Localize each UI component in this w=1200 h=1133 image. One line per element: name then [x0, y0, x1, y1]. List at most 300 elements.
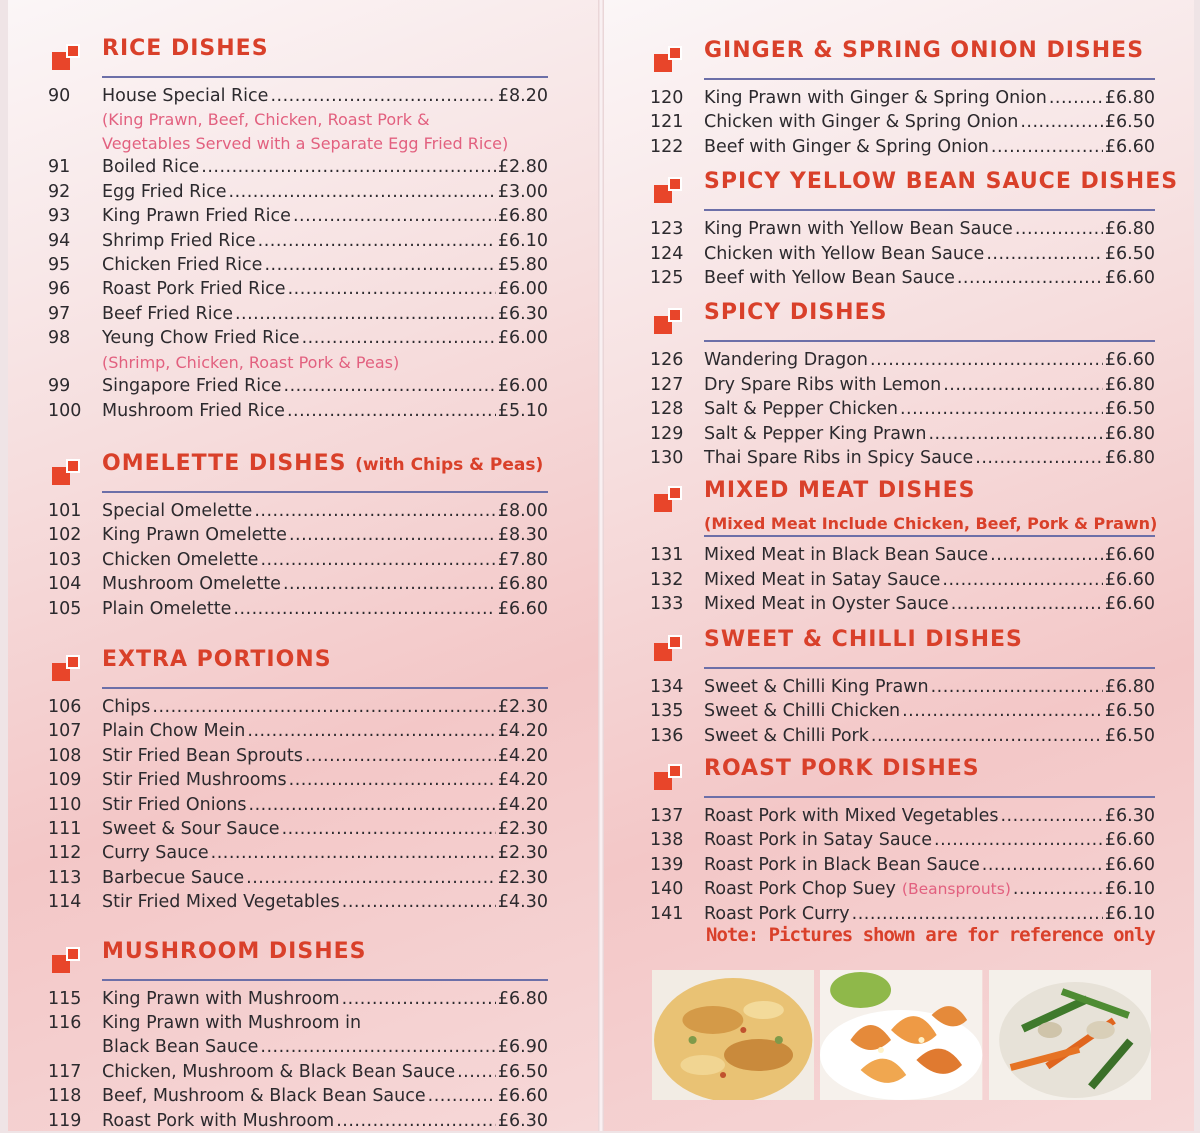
item-number: 91	[48, 157, 71, 178]
item-number: 136	[650, 725, 684, 746]
section-header	[650, 627, 1155, 665]
dot-leader	[260, 1035, 496, 1059]
dot-leader	[201, 155, 496, 179]
menu-item	[650, 446, 1155, 470]
item-name: Roast Pork in Satay Sauce	[704, 830, 933, 851]
dot-leader	[457, 1060, 496, 1084]
menu-item	[650, 675, 1155, 699]
dot-leader	[931, 675, 1103, 699]
right-column	[650, 38, 1179, 926]
section-divider	[704, 796, 1155, 798]
dot-leader	[258, 229, 496, 253]
item-name: Barbecue Sauce	[102, 867, 245, 888]
item-name: Stir Fried Onions	[102, 794, 247, 815]
menu-item-continued	[102, 1035, 548, 1059]
menu-item	[48, 572, 548, 596]
item-price: £3.00	[497, 181, 548, 202]
item-number: 110	[48, 794, 82, 815]
item-price: £6.10	[1104, 879, 1155, 900]
menu-item	[650, 699, 1155, 723]
menu-item	[650, 902, 1155, 926]
item-price: £6.60	[1104, 569, 1155, 590]
item-number: 104	[48, 574, 82, 595]
item-number: 93	[48, 206, 71, 227]
item-name: Boiled Rice	[102, 157, 200, 178]
menu-item	[48, 1109, 548, 1133]
item-price: £6.80	[497, 988, 548, 1009]
section-header	[48, 36, 548, 74]
section-divider	[704, 340, 1155, 342]
item-number: 123	[650, 219, 684, 240]
item-price: £6.30	[497, 303, 548, 324]
item-name: Salt & Pepper Chicken	[704, 399, 898, 420]
item-price: £6.50	[1104, 725, 1155, 746]
dot-leader	[293, 204, 496, 228]
square-bullet-icon	[654, 46, 684, 76]
menu-item	[650, 135, 1155, 159]
item-name: Beef, Mushroom & Black Bean Sauce	[102, 1086, 426, 1107]
square-bullet-part	[668, 46, 682, 60]
section-spicy-dishes	[650, 300, 1155, 470]
item-name: King Prawn with Yellow Bean Sauce	[704, 219, 1013, 240]
menu-item	[48, 155, 548, 179]
section-title-text: ROAST PORK DISHES	[704, 755, 980, 781]
square-bullet-icon	[654, 764, 684, 794]
item-price: £6.90	[497, 1037, 548, 1058]
item-number: 105	[48, 598, 82, 619]
item-name: Mushroom Fried Rice	[102, 400, 285, 421]
item-number: 103	[48, 549, 82, 570]
menu-item	[48, 84, 548, 108]
dot-leader	[254, 499, 496, 523]
dot-leader	[991, 135, 1103, 159]
item-name: King Prawn with Mushroom in	[102, 1013, 362, 1034]
section-header	[650, 756, 1155, 794]
menu-item	[650, 804, 1155, 828]
item-price: £6.60	[1104, 136, 1155, 157]
section-divider	[102, 491, 548, 493]
dot-leader	[951, 592, 1103, 616]
item-name: Special Omelette	[102, 500, 253, 521]
item-name: Chicken with Ginger & Spring Onion	[704, 112, 1019, 133]
section-sweet-and-chilli-dishes	[650, 627, 1155, 748]
menu-item	[48, 302, 548, 326]
menu-item	[650, 217, 1155, 241]
dot-leader	[943, 373, 1103, 397]
item-name: Shrimp Fried Rice	[102, 230, 256, 251]
square-bullet-icon	[52, 459, 82, 489]
dot-leader	[284, 374, 496, 398]
item-price: £6.80	[1104, 423, 1155, 444]
item-number: 97	[48, 303, 71, 324]
item-name: Sweet & Chilli Chicken	[704, 701, 901, 722]
item-name: Dry Spare Ribs with Lemon	[704, 374, 942, 395]
section-note: (Mixed Meat Include Chicken, Beef, Pork & Prawn)	[704, 514, 1158, 534]
item-number: 124	[650, 243, 684, 264]
square-bullet-icon	[654, 308, 684, 338]
item-price: £8.00	[497, 500, 548, 521]
menu-item	[48, 277, 548, 301]
item-number: 132	[650, 569, 684, 590]
section-title	[102, 647, 332, 672]
section-divider	[704, 535, 1155, 537]
section-header	[650, 169, 1179, 207]
section-divider	[704, 209, 1155, 211]
dot-leader	[211, 841, 496, 865]
section-rice-dishes	[48, 36, 548, 423]
item-number: 141	[650, 903, 684, 924]
item-price: £6.00	[497, 376, 548, 397]
item-name: Sweet & Chilli Pork	[704, 725, 869, 746]
section-title	[102, 451, 543, 476]
item-name: Yeung Chow Fried Rice	[102, 328, 300, 349]
menu-item	[650, 828, 1155, 852]
left-column	[48, 36, 548, 1133]
menu-item	[650, 266, 1155, 290]
item-number: 140	[650, 879, 684, 900]
item-price: £6.80	[1104, 448, 1155, 469]
section-title	[704, 627, 1023, 652]
menu-item	[48, 817, 548, 841]
item-name: Beef Fried Rice	[102, 303, 233, 324]
dot-leader	[288, 277, 496, 301]
section-divider	[102, 979, 548, 981]
item-name: Mixed Meat in Satay Sauce	[704, 569, 941, 590]
dot-leader	[246, 866, 496, 890]
menu-item	[650, 242, 1155, 266]
menu-item	[650, 397, 1155, 421]
item-price: £6.80	[1104, 88, 1155, 108]
item-name: Beef with Yellow Bean Sauce	[704, 268, 955, 289]
menu-item	[48, 1060, 548, 1084]
section-title	[102, 36, 269, 61]
item-number: 139	[650, 854, 684, 875]
item-price: £6.80	[1104, 676, 1155, 697]
item-name: Mixed Meat in Black Bean Sauce	[704, 545, 989, 566]
menu-item	[48, 548, 548, 572]
food-photos	[652, 970, 1151, 1100]
item-description: (Beansprouts)	[901, 880, 1011, 899]
item-number: 100	[48, 400, 82, 421]
dot-leader	[986, 242, 1103, 266]
dot-leader	[283, 572, 496, 596]
section-title	[704, 169, 1178, 194]
item-number: 119	[48, 1110, 82, 1131]
item-name: Roast Pork with Mixed Vegetables	[704, 805, 999, 826]
item-number: 107	[48, 721, 82, 742]
menu-item	[48, 399, 548, 423]
dot-leader	[871, 724, 1103, 748]
dot-leader	[942, 568, 1102, 592]
item-price: £6.80	[497, 206, 548, 227]
menu-item	[48, 204, 548, 228]
dot-leader	[264, 253, 495, 277]
dot-leader	[289, 768, 496, 792]
square-bullet-part	[668, 177, 682, 191]
menu-item	[650, 373, 1155, 397]
menu-item	[48, 793, 548, 817]
square-bullet-icon	[52, 655, 82, 685]
item-number: 92	[48, 181, 71, 202]
item-name: Chicken, Mushroom & Black Bean Sauce	[102, 1061, 456, 1082]
section-mushroom-dishes	[48, 939, 548, 1133]
prawns-photo	[820, 970, 982, 1100]
item-price: £6.60	[1104, 268, 1155, 289]
dot-leader	[1015, 217, 1103, 241]
section-extra-portions	[48, 647, 548, 915]
dot-leader	[870, 348, 1103, 372]
item-name: Egg Fried Rice	[102, 181, 227, 202]
item-name: Sweet & Chilli King Prawn	[704, 676, 929, 697]
section-title	[704, 756, 980, 781]
item-number: 121	[650, 112, 684, 133]
item-number: 90	[48, 86, 71, 106]
menu-item	[48, 229, 548, 253]
dot-leader	[990, 543, 1103, 567]
square-bullet-icon	[654, 177, 684, 207]
item-name: Roast Pork with Mushroom	[102, 1110, 335, 1131]
item-name: Chips	[102, 697, 151, 717]
item-name: Sweet & Sour Sauce	[102, 819, 280, 840]
square-bullet-icon	[52, 44, 82, 74]
item-number: 117	[48, 1061, 82, 1082]
menu-item	[48, 890, 548, 914]
section-title-text: SWEET & CHILLI DISHES	[704, 626, 1023, 652]
square-bullet-icon	[654, 486, 684, 516]
item-price: £6.50	[1104, 243, 1155, 264]
section-title-text: EXTRA PORTIONS	[102, 647, 332, 672]
section-title	[102, 939, 367, 964]
item-description: (King Prawn, Beef, Chicken, Roast Pork &	[102, 110, 430, 130]
menu-item	[48, 768, 548, 792]
section-title-text: SPICY YELLOW BEAN SAUCE DISHES	[704, 169, 1179, 195]
item-name: House Special Rice	[102, 86, 269, 106]
item-description: (Shrimp, Chicken, Roast Pork & Peas)	[102, 352, 400, 372]
square-bullet-icon	[52, 947, 82, 977]
item-price: £6.60	[1104, 594, 1155, 615]
section-header	[48, 451, 548, 489]
reference-note: Note: Pictures shown are for reference only	[706, 924, 1155, 946]
dot-leader	[336, 1109, 496, 1133]
item-name: Salt & Pepper King Prawn	[704, 423, 927, 444]
item-price: £6.60	[1104, 830, 1155, 851]
item-number: 106	[48, 697, 82, 717]
item-price: £5.80	[497, 255, 548, 276]
item-name: Plain Chow Mein	[102, 721, 246, 742]
item-number: 116	[48, 1013, 82, 1034]
dot-leader	[928, 422, 1102, 446]
item-number: 134	[650, 676, 684, 697]
section-header	[48, 647, 548, 685]
item-price: £4.20	[497, 770, 548, 791]
omelette-photo	[652, 970, 814, 1100]
dot-leader	[900, 397, 1103, 421]
item-number: 99	[48, 376, 71, 397]
menu-item	[48, 1011, 548, 1035]
dot-leader	[1049, 86, 1103, 110]
item-price: £6.60	[1104, 350, 1155, 371]
square-bullet-part	[668, 635, 682, 649]
dot-leader	[289, 523, 496, 547]
item-number: 118	[48, 1086, 82, 1107]
item-number: 98	[48, 328, 71, 349]
item-price: £6.60	[1104, 545, 1155, 566]
section-title-text: SPICY DISHES	[704, 300, 888, 326]
item-number: 129	[650, 423, 684, 444]
item-price: £6.50	[1104, 701, 1155, 722]
section-roast-pork-dishes	[650, 756, 1155, 926]
item-price: £2.30	[497, 843, 548, 864]
item-number: 128	[650, 399, 684, 420]
section-title-text: MIXED MEAT DISHES	[704, 478, 976, 504]
item-name: Roast Pork in Black Bean Sauce	[704, 854, 980, 875]
section-header	[48, 939, 548, 977]
section-divider	[102, 76, 548, 78]
item-number: 122	[650, 136, 684, 157]
menu-item	[650, 110, 1155, 134]
dot-leader	[287, 399, 496, 423]
item-price: £6.10	[1104, 903, 1155, 924]
item-number: 113	[48, 867, 82, 888]
item-price: £7.80	[497, 549, 548, 570]
item-name: King Prawn Fried Rice	[102, 206, 291, 227]
dot-leader	[852, 902, 1103, 926]
item-price: £6.80	[497, 574, 548, 595]
item-price: £8.30	[497, 525, 548, 546]
item-price: £6.60	[497, 1086, 548, 1107]
item-name: Thai Spare Ribs in Spicy Sauce	[704, 448, 974, 469]
dot-leader	[229, 180, 496, 204]
dot-leader	[233, 597, 496, 621]
item-price: £4.30	[497, 892, 548, 913]
item-price: £6.50	[1104, 112, 1155, 133]
dot-leader	[342, 890, 496, 914]
section-title-text: GINGER & SPRING ONION DISHES	[704, 38, 1145, 63]
menu-item	[48, 841, 548, 865]
menu-item	[650, 877, 1155, 901]
item-name: King Prawn with Mushroom	[102, 988, 340, 1009]
menu-item	[650, 348, 1155, 372]
dot-leader	[982, 853, 1103, 877]
section-header	[650, 478, 1155, 516]
section-title-text: RICE DISHES	[102, 36, 269, 61]
menu-item	[48, 866, 548, 890]
item-number: 96	[48, 279, 71, 300]
item-price: £5.10	[497, 400, 548, 421]
item-price: £6.10	[497, 230, 548, 251]
menu-item	[48, 597, 548, 621]
item-number: 111	[48, 819, 82, 840]
item-name: King Prawn with Ginger & Spring Onion	[704, 88, 1047, 108]
dot-leader	[282, 817, 496, 841]
dot-leader	[975, 446, 1103, 470]
item-number: 127	[650, 374, 684, 395]
item-price: £4.20	[497, 721, 548, 742]
dot-leader	[342, 987, 496, 1011]
menu-item	[48, 1084, 548, 1108]
item-number: 131	[650, 545, 684, 566]
section-divider	[704, 78, 1155, 80]
item-price: £2.30	[497, 867, 548, 888]
item-price: £2.80	[497, 157, 548, 178]
item-price: £2.30	[497, 697, 548, 717]
dot-leader	[1000, 804, 1102, 828]
item-price: £6.30	[1104, 805, 1155, 826]
section-mixed-meat-dishes	[650, 478, 1158, 616]
menu-item	[650, 86, 1155, 110]
dot-leader	[247, 719, 496, 743]
menu-item	[48, 987, 548, 1011]
item-number: 94	[48, 230, 71, 251]
item-number: 125	[650, 268, 684, 289]
menu-item	[650, 724, 1155, 748]
dot-leader	[1020, 110, 1103, 134]
square-bullet-part	[668, 308, 682, 322]
square-bullet-part	[668, 486, 682, 500]
dot-leader	[302, 326, 496, 350]
section-omelette-dishes	[48, 451, 548, 621]
dot-leader	[260, 548, 495, 572]
section-header	[650, 38, 1155, 76]
dot-leader	[957, 266, 1103, 290]
item-price: £6.80	[1104, 374, 1155, 395]
item-price: £4.20	[497, 794, 548, 815]
menu-item	[48, 253, 548, 277]
item-number: 138	[650, 830, 684, 851]
menu-item	[650, 853, 1155, 877]
item-price: £6.00	[497, 328, 548, 349]
dot-leader	[152, 695, 495, 719]
section-title	[704, 38, 1144, 63]
item-number: 108	[48, 745, 82, 766]
stir-fry-vegetables-photo	[989, 970, 1151, 1100]
item-price: £6.80	[1104, 219, 1155, 240]
item-number: 135	[650, 701, 684, 722]
item-name: Beef with Ginger & Spring Onion	[704, 136, 989, 157]
item-number: 112	[48, 843, 82, 864]
menu-item	[650, 568, 1155, 592]
item-price: £2.30	[497, 819, 548, 840]
section-title-text: MUSHROOM DISHES	[102, 938, 367, 964]
item-number: 126	[650, 350, 684, 371]
item-number: 102	[48, 525, 82, 546]
item-name: Plain Omelette	[102, 598, 232, 619]
menu-item	[48, 719, 548, 743]
section-subtitle: (with Chips & Peas)	[355, 454, 544, 475]
item-name: Stir Fried Mushrooms	[102, 770, 287, 791]
item-number: 137	[650, 805, 684, 826]
item-name: Singapore Fried Rice	[102, 376, 282, 397]
square-bullet-part	[66, 459, 80, 473]
item-number: 95	[48, 255, 71, 276]
item-name: Chicken Fried Rice	[102, 255, 263, 276]
item-name: Mushroom Omelette	[102, 574, 281, 595]
item-price: £6.50	[1104, 399, 1155, 420]
section-ginger-and-spring-onion-dishes	[650, 38, 1155, 159]
menu-item	[48, 326, 548, 350]
item-price: £6.60	[497, 598, 548, 619]
item-number: 101	[48, 500, 82, 521]
section-divider	[704, 667, 1155, 669]
menu-item	[48, 523, 548, 547]
item-name: Mixed Meat in Oyster Sauce	[704, 594, 949, 615]
item-name-continued: Black Bean Sauce	[102, 1037, 259, 1058]
item-number: 130	[650, 448, 684, 469]
item-name: Wandering Dragon	[704, 350, 868, 371]
item-price: £6.60	[1104, 854, 1155, 875]
item-name: Chicken with Yellow Bean Sauce	[704, 243, 985, 264]
square-bullet-part	[66, 44, 80, 58]
